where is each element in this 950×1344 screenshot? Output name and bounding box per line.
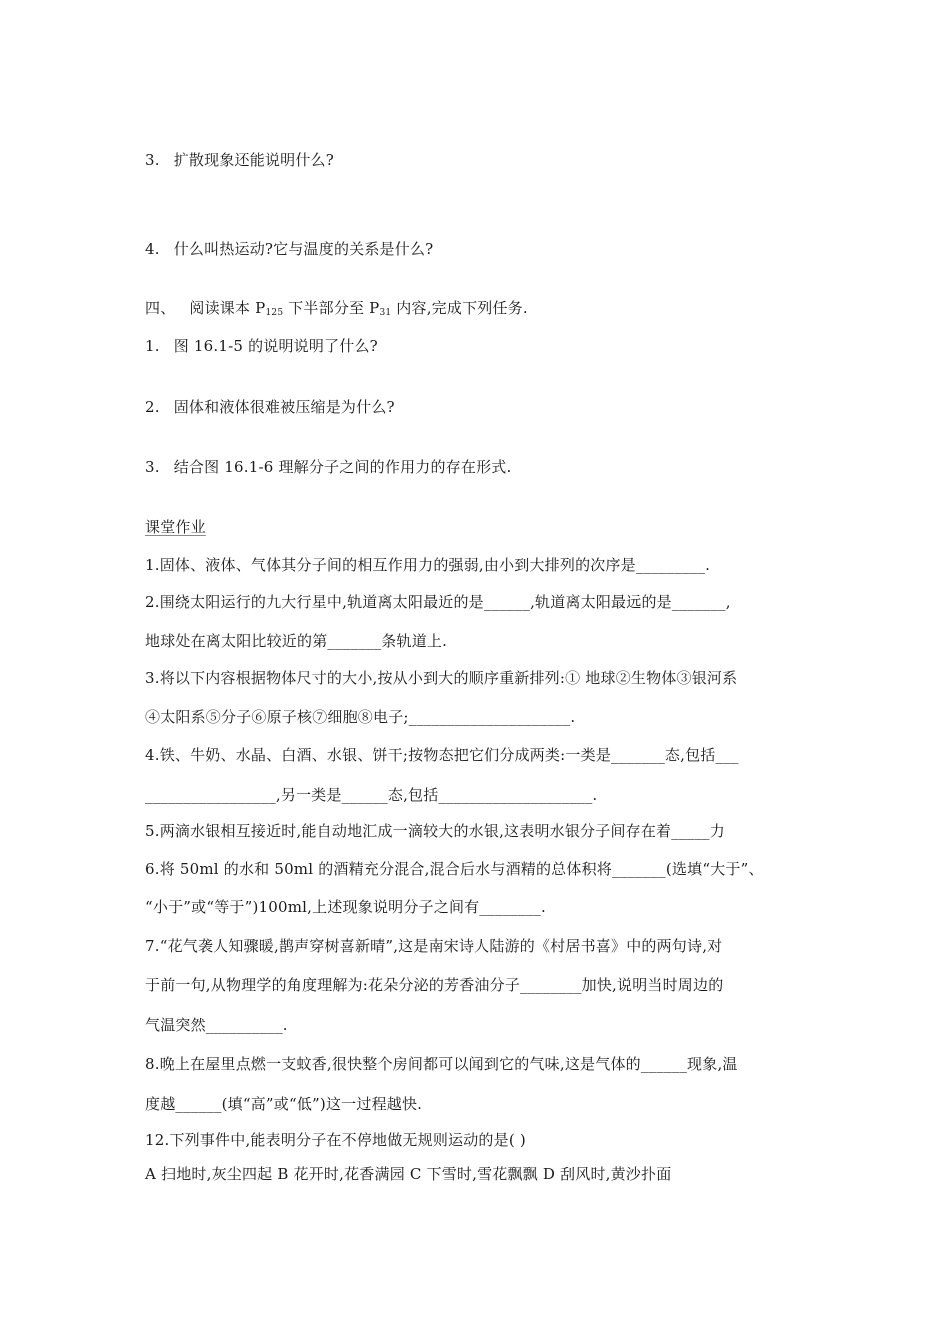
section-text-c: 内容,完成下列任务. — [391, 299, 528, 317]
homework-line-13: 气温突然__________. — [145, 1016, 288, 1034]
homework-line-5: ④太阳系⑤分子⑥原子核⑦细胞⑧电子;_____________________. — [145, 708, 576, 726]
homework-line-11: 7.“花气袭人知骤暖,鹊声穿树喜新晴”,这是南宋诗人陆游的《村居书喜》中的两句诗,对 — [145, 937, 723, 955]
item-number: 3. — [145, 458, 160, 476]
question-4-thermal-motion — [145, 239, 433, 259]
page-subscript-b: 31 — [379, 308, 392, 318]
section-four-item-1 — [145, 336, 378, 356]
page-subscript-a: 125 — [265, 308, 284, 318]
homework-line-9: 6.将 50ml 的水和 50ml 的酒精充分混合,混合后水与酒精的总体积将_______(选填“大于”、 — [145, 860, 764, 878]
question-3-diffusion — [145, 150, 334, 170]
question-text: 扩散现象还能说明什么? — [173, 151, 334, 169]
homework-line-8: 5.两滴水银相互接近时,能自动地汇成一滴较大的水银,这表明水银分子间存在着_____力 — [145, 822, 725, 840]
homework-line-4: 3.将以下内容根据物体尺寸的大小,按从小到大的顺序重新排列:① 地球②生物体③银河系 — [145, 669, 738, 687]
question-number: 3. — [145, 151, 160, 169]
section-number: 四、 — [145, 299, 176, 317]
section-text-b: 下半部分至 P — [283, 299, 380, 317]
item-number: 1. — [145, 337, 160, 355]
homework-line-10: “小于”或“等于”)100ml,上述现象说明分子之间有________. — [145, 898, 546, 916]
homework-line-14: 8.晚上在屋里点燃一支蚊香,很快整个房间都可以闻到它的气味,这是气体的______现象,温 — [145, 1055, 738, 1073]
homework-line-7: _________________,另一类是______态,包括____________________. — [145, 786, 598, 804]
homework-line-12: 于前一句,从物理学的角度理解为:花朵分泌的芳香油分子________加快,说明当时周边的 — [145, 976, 724, 994]
section-four-heading — [145, 298, 528, 323]
question-text: 什么叫热运动?它与温度的关系是什么? — [173, 240, 434, 258]
homework-line-3: 地球处在离太阳比较近的第_______条轨道上. — [145, 632, 448, 650]
homework-line-6: 4.铁、牛奶、水晶、白酒、水银、饼干;按物态把它们分成两类:一类是_______态,包括___ — [145, 746, 739, 764]
item-text: 图 16.1-5 的说明说明了什么? — [173, 337, 378, 355]
section-four-item-3 — [145, 457, 511, 477]
homework-title: 课堂作业 — [145, 518, 206, 536]
homework-line-1: 1.固体、液体、气体其分子间的相互作用力的强弱,由小到大排列的次序是_________. — [145, 556, 711, 574]
section-four-item-2 — [145, 397, 395, 417]
question-number: 4. — [145, 240, 160, 258]
homework-line-2: 2.围绕太阳运行的九大行星中,轨道离太阳最近的是______,轨道离太阳最远的是_______, — [145, 593, 731, 611]
homework-line-16: 12.下列事件中,能表明分子在不停地做无规则运动的是( ) — [145, 1131, 526, 1149]
homework-line-15: 度越______(填“高”或“低”)这一过程越快. — [145, 1095, 423, 1113]
item-number: 2. — [145, 398, 160, 416]
section-text-a: 阅读课本 P — [189, 299, 266, 317]
item-text: 固体和液体很难被压缩是为什么? — [173, 398, 395, 416]
homework-line-17: A 扫地时,灰尘四起 B 花开时,花香满园 C 下雪时,雪花飘飘 D 刮风时,黄沙扑面 — [145, 1165, 672, 1183]
item-text: 结合图 16.1-6 理解分子之间的作用力的存在形式. — [173, 458, 512, 476]
